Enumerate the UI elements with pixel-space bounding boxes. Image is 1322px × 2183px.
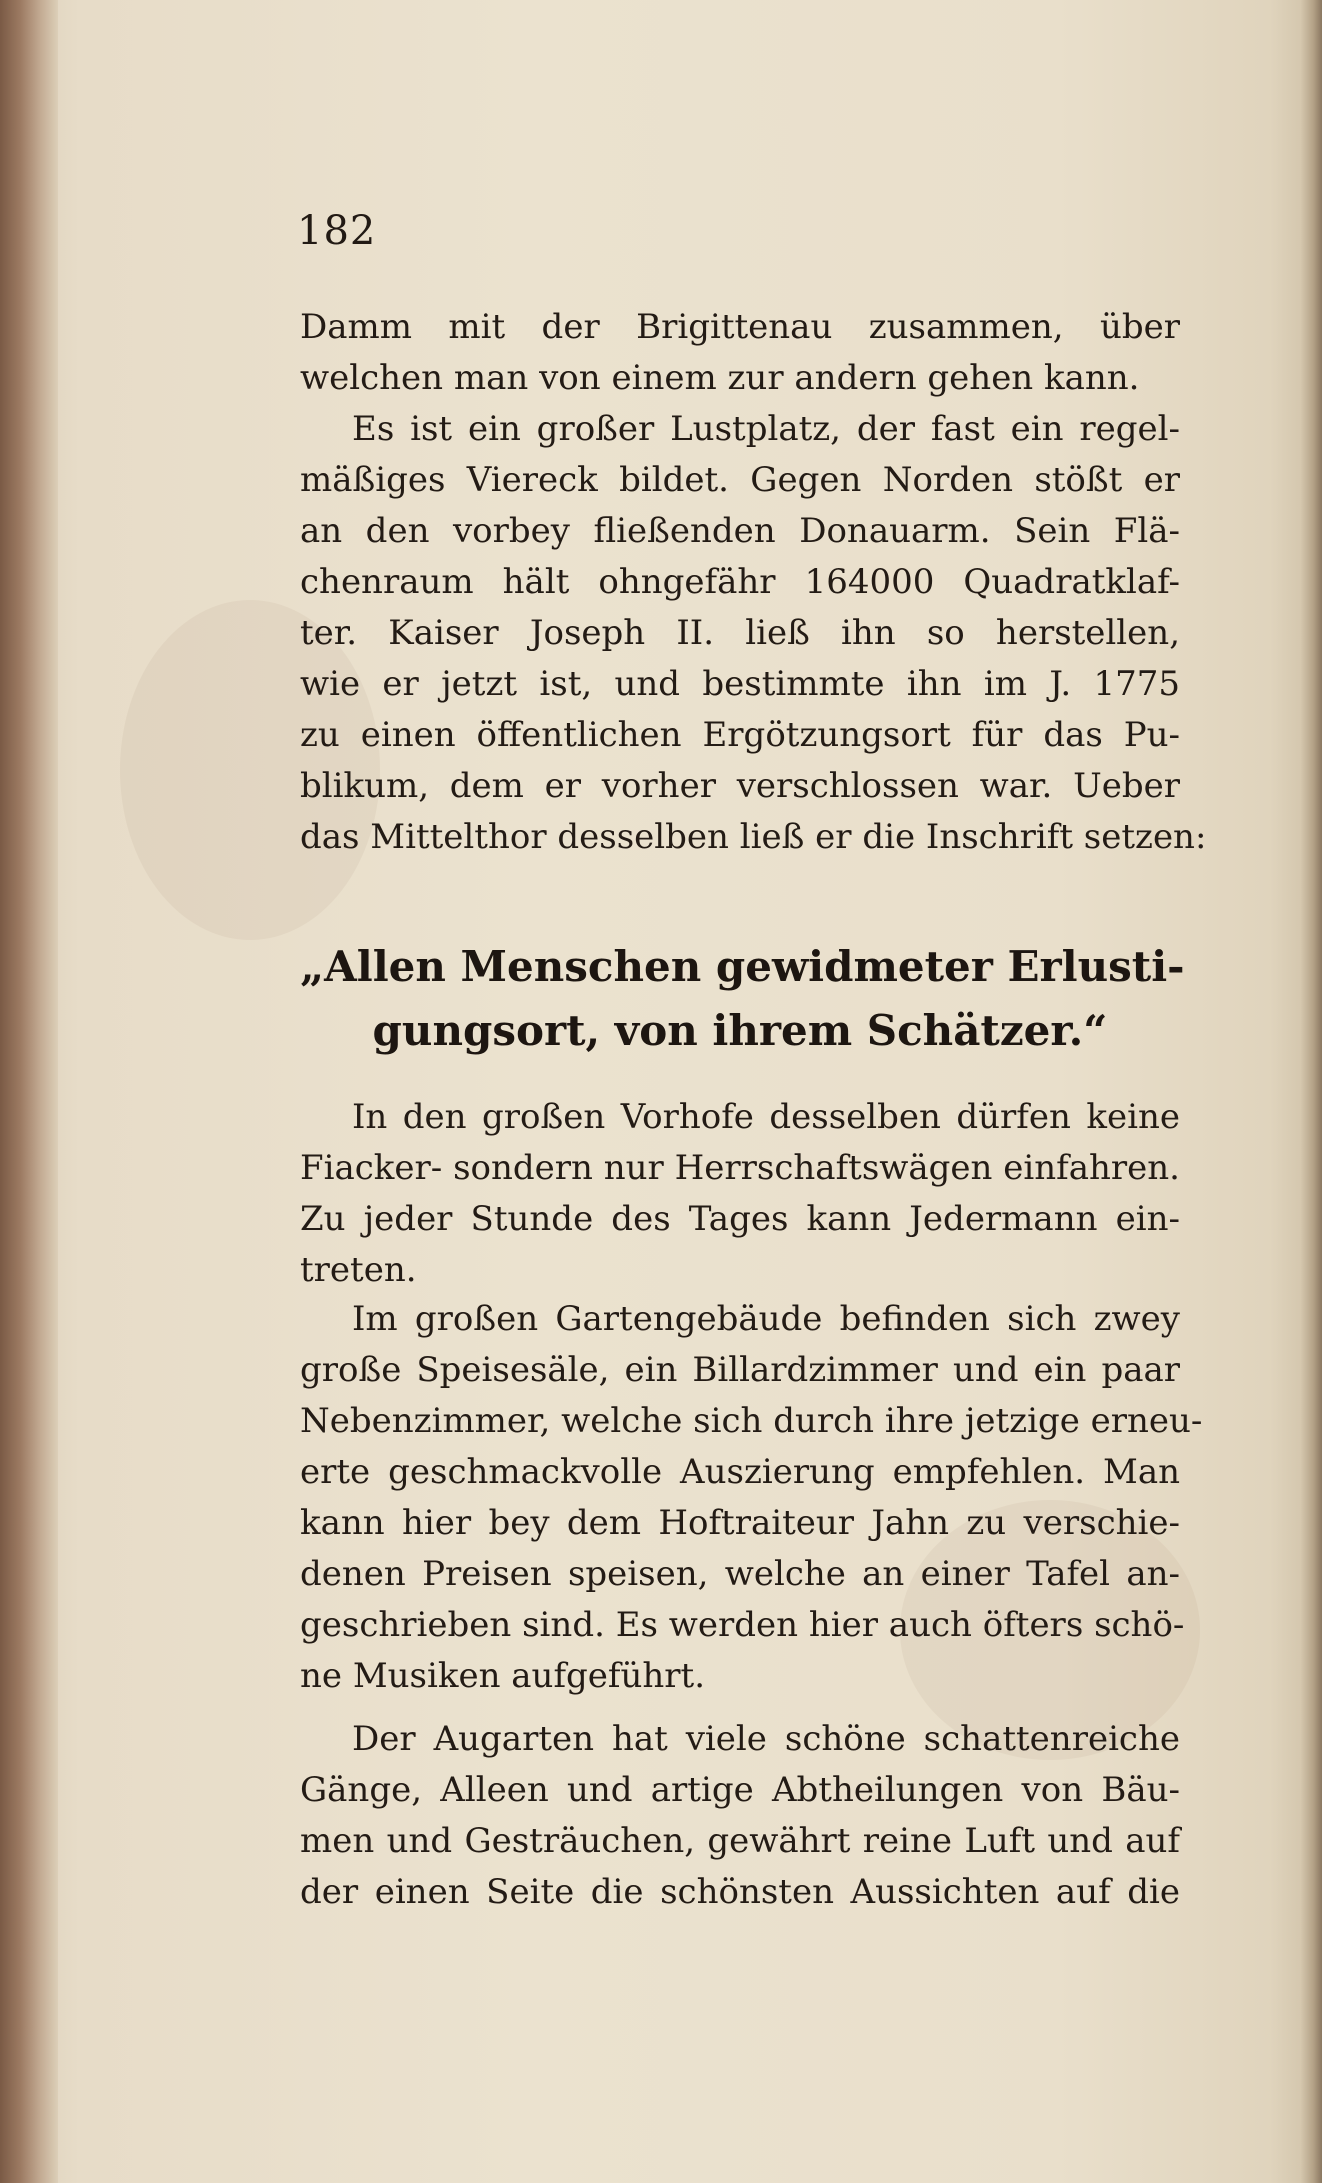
text-line: kann hier bey dem Hoftraiteur Jahn zu verschie-	[300, 1503, 1180, 1543]
book-binding-edge	[0, 0, 58, 2183]
page-number: 182	[297, 208, 377, 254]
text-line: denen Preisen speisen, welche an einer Tafel an-	[300, 1554, 1180, 1594]
text-line: geschrieben sind. Es werden hier auch öfters schö-	[300, 1605, 1185, 1645]
text-line: ne Musiken aufgeführt.	[300, 1656, 706, 1696]
inscription-line: „Allen Menschen gewidmeter Erlusti-	[300, 942, 1185, 991]
text-line: große Speisesäle, ein Billardzimmer und ein paar	[300, 1350, 1180, 1390]
text-line: chenraum hält ohngefähr 164000 Quadratklaf-	[300, 562, 1180, 602]
text-line: der einen Seite die schönsten Aussichten auf die	[300, 1872, 1180, 1912]
paragraph-gartengebaeude	[300, 1294, 1203, 1702]
text-line: erte geschmackvolle Auszierung empfehlen. Man	[300, 1452, 1180, 1492]
text-line: ter. Kaiser Joseph II. ließ ihn so herstellen,	[300, 613, 1180, 653]
text-line: treten.	[300, 1250, 417, 1290]
inscription-quote	[300, 935, 1185, 1063]
text-line: Fiacker- sondern nur Herrschaftswägen einfahren.	[300, 1148, 1180, 1188]
page-right-edge	[1300, 0, 1322, 2183]
text-line: Im großen Gartengebäude befinden sich zwey	[352, 1299, 1180, 1339]
text-line: welchen man von einem zur andern gehen kann.	[300, 358, 1140, 398]
text-line: wie er jetzt ist, und bestimmte ihn im J. 1775	[300, 664, 1180, 704]
text-line: Damm mit der Brigittenau zusammen, über	[300, 307, 1180, 347]
text-line: zu einen öffentlichen Ergötzungsort für das Pu-	[300, 715, 1180, 755]
text-line: Nebenzimmer, welche sich durch ihre jetzige erneu-	[300, 1401, 1203, 1441]
text-line: Der Augarten hat viele schöne schattenreiche	[352, 1719, 1180, 1759]
text-line: Es ist ein großer Lustplatz, der fast ein regel-	[352, 409, 1180, 449]
text-line: an den vorbey fließenden Donauarm. Sein Flä-	[300, 511, 1180, 551]
text-line: In den großen Vorhofe desselben dürfen keine	[352, 1097, 1180, 1137]
text-line: blikum, dem er vorher verschlossen war. Ueber	[300, 766, 1180, 806]
text-line: das Mittelthor desselben ließ er die Inschrift setzen:	[300, 817, 1207, 857]
text-line: mäßiges Viereck bildet. Gegen Norden stößt er	[300, 460, 1180, 500]
paragraph-augarten	[300, 1714, 1180, 1918]
paragraph-vorhof	[300, 1092, 1180, 1296]
inscription-line: gungsort, von ihrem Schätzer.“	[372, 1006, 1108, 1055]
text-line: Zu jeder Stunde des Tages kann Jedermann ein-	[300, 1199, 1180, 1239]
text-line: Gänge, Alleen und artige Abtheilungen von Bäu-	[300, 1770, 1180, 1810]
text-line: men und Gesträuchen, gewährt reine Luft und auf	[300, 1821, 1180, 1861]
paragraph-continuation	[300, 302, 1207, 863]
